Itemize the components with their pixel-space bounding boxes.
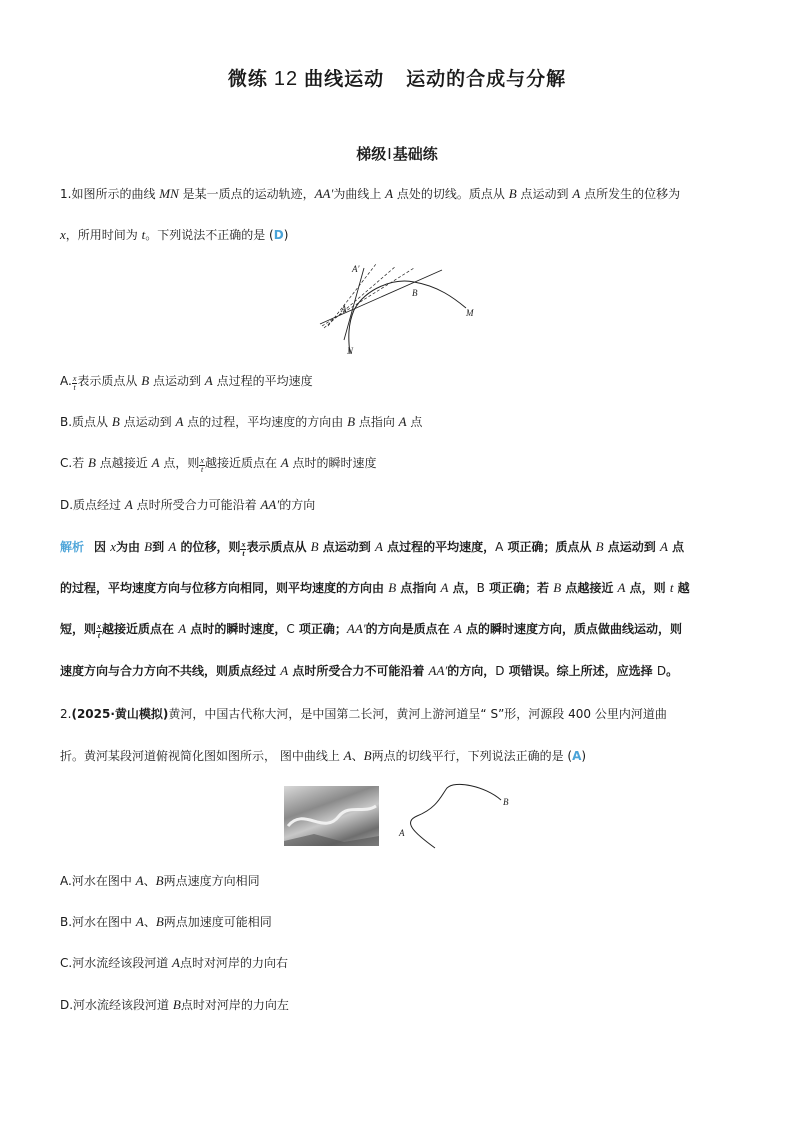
section-heading bbox=[0, 143, 794, 164]
label-a: A bbox=[341, 304, 347, 314]
var: A bbox=[440, 580, 449, 595]
text: 折。黄河某段河道俯视简化图如图所示， 图中曲线上 bbox=[60, 749, 344, 763]
text: 因 bbox=[94, 540, 111, 554]
text: 公里内河道曲 bbox=[591, 707, 667, 721]
var: x bbox=[60, 227, 66, 242]
text: 越接近质点在 bbox=[102, 622, 179, 636]
q2-option-a bbox=[60, 873, 260, 889]
text: 的方向 bbox=[279, 498, 316, 512]
river-photo-detail bbox=[284, 786, 379, 846]
river-band bbox=[288, 806, 376, 826]
text: 点运动到 bbox=[149, 374, 205, 388]
text: 点时的瞬时速度， bbox=[186, 622, 287, 636]
text: 黄河，中国古代称大河，是中国第二长河，黄河上游河道呈“ bbox=[168, 707, 491, 721]
text: 点指向 bbox=[355, 415, 399, 429]
text: 、 bbox=[143, 915, 156, 929]
text: B bbox=[476, 581, 485, 595]
var: A bbox=[135, 914, 144, 929]
text: A. bbox=[60, 374, 72, 388]
text: 、 bbox=[143, 874, 156, 888]
text: C.河水流经该段河道 bbox=[60, 956, 173, 970]
frac-num: x bbox=[97, 622, 102, 631]
text: D.河水流经该段河道 bbox=[60, 998, 173, 1012]
frac-den: t bbox=[97, 631, 101, 640]
text: 点越接近 bbox=[561, 581, 618, 595]
q2-option-c bbox=[60, 955, 288, 971]
text: B.河水在图中 bbox=[60, 915, 136, 929]
q2-stem-line2 bbox=[60, 748, 586, 764]
text: 2. bbox=[60, 707, 72, 721]
text: 1.如图所示的曲线 bbox=[60, 187, 160, 201]
var: A bbox=[280, 455, 289, 470]
text: ，所用时间为 bbox=[65, 228, 142, 242]
terrain-shadow bbox=[284, 834, 379, 846]
var: B bbox=[347, 414, 356, 429]
text: 。 bbox=[666, 664, 679, 678]
var: A bbox=[659, 539, 668, 554]
var: A bbox=[172, 955, 180, 970]
frac-num: x bbox=[241, 540, 246, 549]
text: D bbox=[656, 664, 667, 678]
label-a: A bbox=[399, 828, 405, 838]
var: AA′ bbox=[428, 663, 448, 678]
var: A bbox=[175, 414, 184, 429]
text: 、 bbox=[351, 749, 364, 763]
var: A bbox=[572, 186, 581, 201]
curve-mn bbox=[349, 281, 466, 354]
text: 点时的瞬时速度 bbox=[288, 456, 377, 470]
text: 点时对河岸的力向左 bbox=[180, 998, 289, 1012]
var: AA′ bbox=[314, 186, 334, 201]
text: 点过程的平均速度 bbox=[212, 374, 313, 388]
q1-trajectory-figure bbox=[314, 258, 484, 358]
q2-s-curve-figure bbox=[395, 782, 520, 850]
q1-option-a bbox=[60, 373, 313, 392]
var: B bbox=[508, 186, 517, 201]
text: 为曲线上 bbox=[333, 187, 386, 201]
text: 点，则 bbox=[159, 456, 200, 470]
text: 点的过程，平均速度的方向由 bbox=[183, 415, 348, 429]
label-a-prime: A′ bbox=[352, 264, 360, 274]
title-part1: 曲线运动 bbox=[304, 68, 385, 90]
text: 速度方向与合力方向不共线，则质点经过 bbox=[60, 664, 281, 678]
var: B bbox=[310, 539, 319, 554]
q1-stem-line2 bbox=[60, 227, 288, 243]
page-title bbox=[0, 64, 794, 91]
text: 的方向， bbox=[447, 664, 496, 678]
var: AA′ bbox=[260, 497, 280, 512]
q1-explanation-line4 bbox=[60, 663, 678, 679]
text: 是某一质点的运动轨迹， bbox=[178, 187, 315, 201]
text: 点运动到 bbox=[119, 415, 176, 429]
title-number: 12 bbox=[273, 68, 299, 90]
text: 点， bbox=[448, 581, 477, 595]
text: 到 bbox=[152, 540, 169, 554]
var: AA′ bbox=[346, 621, 366, 636]
text: 两点的切线平行，下列说法正确的是 ( bbox=[371, 749, 573, 763]
text: 点 bbox=[406, 415, 423, 429]
title-part2: 运动的合成与分解 bbox=[406, 68, 567, 90]
frac-num: x bbox=[72, 374, 77, 383]
frac-num: x bbox=[200, 456, 204, 465]
label-b: B bbox=[412, 288, 418, 298]
q1-stem-line1 bbox=[60, 186, 680, 202]
var: A bbox=[124, 497, 133, 512]
text: 400 bbox=[568, 707, 592, 721]
var: B bbox=[141, 373, 150, 388]
text: 越接近质点在 bbox=[204, 456, 281, 470]
var: A bbox=[374, 539, 383, 554]
text: 点运动到 bbox=[318, 540, 375, 554]
var: A bbox=[135, 873, 144, 888]
var: A bbox=[168, 539, 177, 554]
var: t bbox=[141, 227, 146, 242]
var: B bbox=[388, 580, 397, 595]
text: 表示质点从 bbox=[246, 540, 311, 554]
yellow-river-photo bbox=[284, 786, 379, 846]
text: 点，则 bbox=[625, 581, 670, 595]
text: 的位移，则 bbox=[176, 540, 241, 554]
var: B bbox=[155, 873, 164, 888]
tangent-line bbox=[344, 268, 364, 340]
q2-option-d bbox=[60, 997, 289, 1013]
text: 点所发生的位移为 bbox=[580, 187, 681, 201]
text: 两点加速度可能相同 bbox=[163, 915, 272, 929]
q2-stem-line1 bbox=[60, 706, 667, 722]
text: A.河水在图中 bbox=[60, 874, 136, 888]
text: A bbox=[495, 540, 504, 554]
q1-explanation-line3 bbox=[60, 621, 682, 640]
text: ) bbox=[581, 749, 587, 763]
var: A bbox=[385, 186, 394, 201]
q2-option-b bbox=[60, 914, 272, 930]
text: 点指向 bbox=[396, 581, 441, 595]
var: A bbox=[343, 748, 352, 763]
text: 点的瞬时速度方向，质点做曲线运动，则 bbox=[461, 622, 682, 636]
text: 点时对河岸的力向右 bbox=[179, 956, 288, 970]
q2-source: (2025·黄山模拟) bbox=[71, 707, 169, 721]
text: ”形，河源段 bbox=[498, 707, 569, 721]
label-m: M bbox=[466, 308, 474, 318]
var: MN bbox=[159, 186, 179, 201]
q2-answer: A bbox=[572, 749, 582, 763]
frac-den: t bbox=[242, 549, 245, 558]
text: 点运动到 bbox=[603, 540, 660, 554]
chord-line bbox=[324, 266, 396, 328]
section-left: 梯级 bbox=[356, 145, 387, 163]
var: x bbox=[110, 539, 116, 554]
q1-explanation-line1 bbox=[60, 539, 684, 558]
var: A bbox=[151, 455, 160, 470]
text: 点处的切线。质点从 bbox=[393, 187, 509, 201]
text: C bbox=[286, 622, 295, 636]
text: 项正确；质点从 bbox=[503, 540, 596, 554]
var: B bbox=[111, 414, 120, 429]
text: 点越接近 bbox=[95, 456, 152, 470]
var: B bbox=[172, 997, 181, 1012]
text: 表示质点从 bbox=[77, 374, 142, 388]
text: 点时所受合力可能沿着 bbox=[132, 498, 261, 512]
text: 项正确； bbox=[294, 622, 347, 636]
title-prefix: 微练 bbox=[227, 68, 268, 90]
label-b: B bbox=[503, 797, 509, 807]
var: B bbox=[363, 748, 372, 763]
text: C.若 bbox=[60, 456, 89, 470]
var: B bbox=[553, 580, 562, 595]
var: A bbox=[204, 373, 213, 388]
text: B.质点从 bbox=[60, 415, 112, 429]
var: B bbox=[595, 539, 604, 554]
text: 短，则 bbox=[60, 622, 97, 636]
var: A bbox=[280, 663, 289, 678]
q1-option-d bbox=[60, 497, 315, 513]
var: B bbox=[155, 914, 164, 929]
text: 。下列说法不正确的是 ( bbox=[145, 228, 274, 242]
frac-den: t bbox=[201, 465, 204, 474]
explanation-tag: 解析 bbox=[60, 540, 85, 554]
var: B bbox=[144, 539, 153, 554]
var: A bbox=[178, 621, 187, 636]
text: ) bbox=[283, 228, 289, 242]
text: 点 bbox=[667, 540, 685, 554]
text: 点时所受合力不可能沿着 bbox=[288, 664, 429, 678]
section-right: 基础练 bbox=[392, 145, 438, 163]
chord-line-ab bbox=[320, 270, 442, 324]
text: 项错误。综上所述，应选择 bbox=[504, 664, 657, 678]
q1-answer: D bbox=[273, 228, 284, 242]
q1-option-c bbox=[60, 455, 377, 474]
var: A bbox=[453, 621, 462, 636]
text: S bbox=[490, 707, 499, 721]
text: 越 bbox=[673, 581, 690, 595]
text: 为由 bbox=[115, 540, 145, 554]
label-n: N bbox=[347, 346, 354, 356]
var: B bbox=[88, 455, 96, 470]
var: A bbox=[398, 414, 407, 429]
s-curve bbox=[411, 784, 501, 848]
q1-explanation-line2 bbox=[60, 580, 690, 596]
text: D bbox=[495, 664, 505, 678]
var: A bbox=[617, 580, 626, 595]
q1-option-b bbox=[60, 414, 422, 430]
text: 两点速度方向相同 bbox=[163, 874, 260, 888]
text: 项正确；若 bbox=[484, 581, 554, 595]
text: 点运动到 bbox=[516, 187, 573, 201]
var: t bbox=[669, 580, 674, 595]
text: 点过程的平均速度， bbox=[382, 540, 496, 554]
text: 的方向是质点在 bbox=[365, 622, 454, 636]
text: D.质点经过 bbox=[60, 498, 125, 512]
section-sep: Ⅰ bbox=[387, 145, 392, 163]
text: 的过程，平均速度方向与位移方向相同，则平均速度的方向由 bbox=[60, 581, 389, 595]
frac-den: t bbox=[73, 383, 76, 392]
